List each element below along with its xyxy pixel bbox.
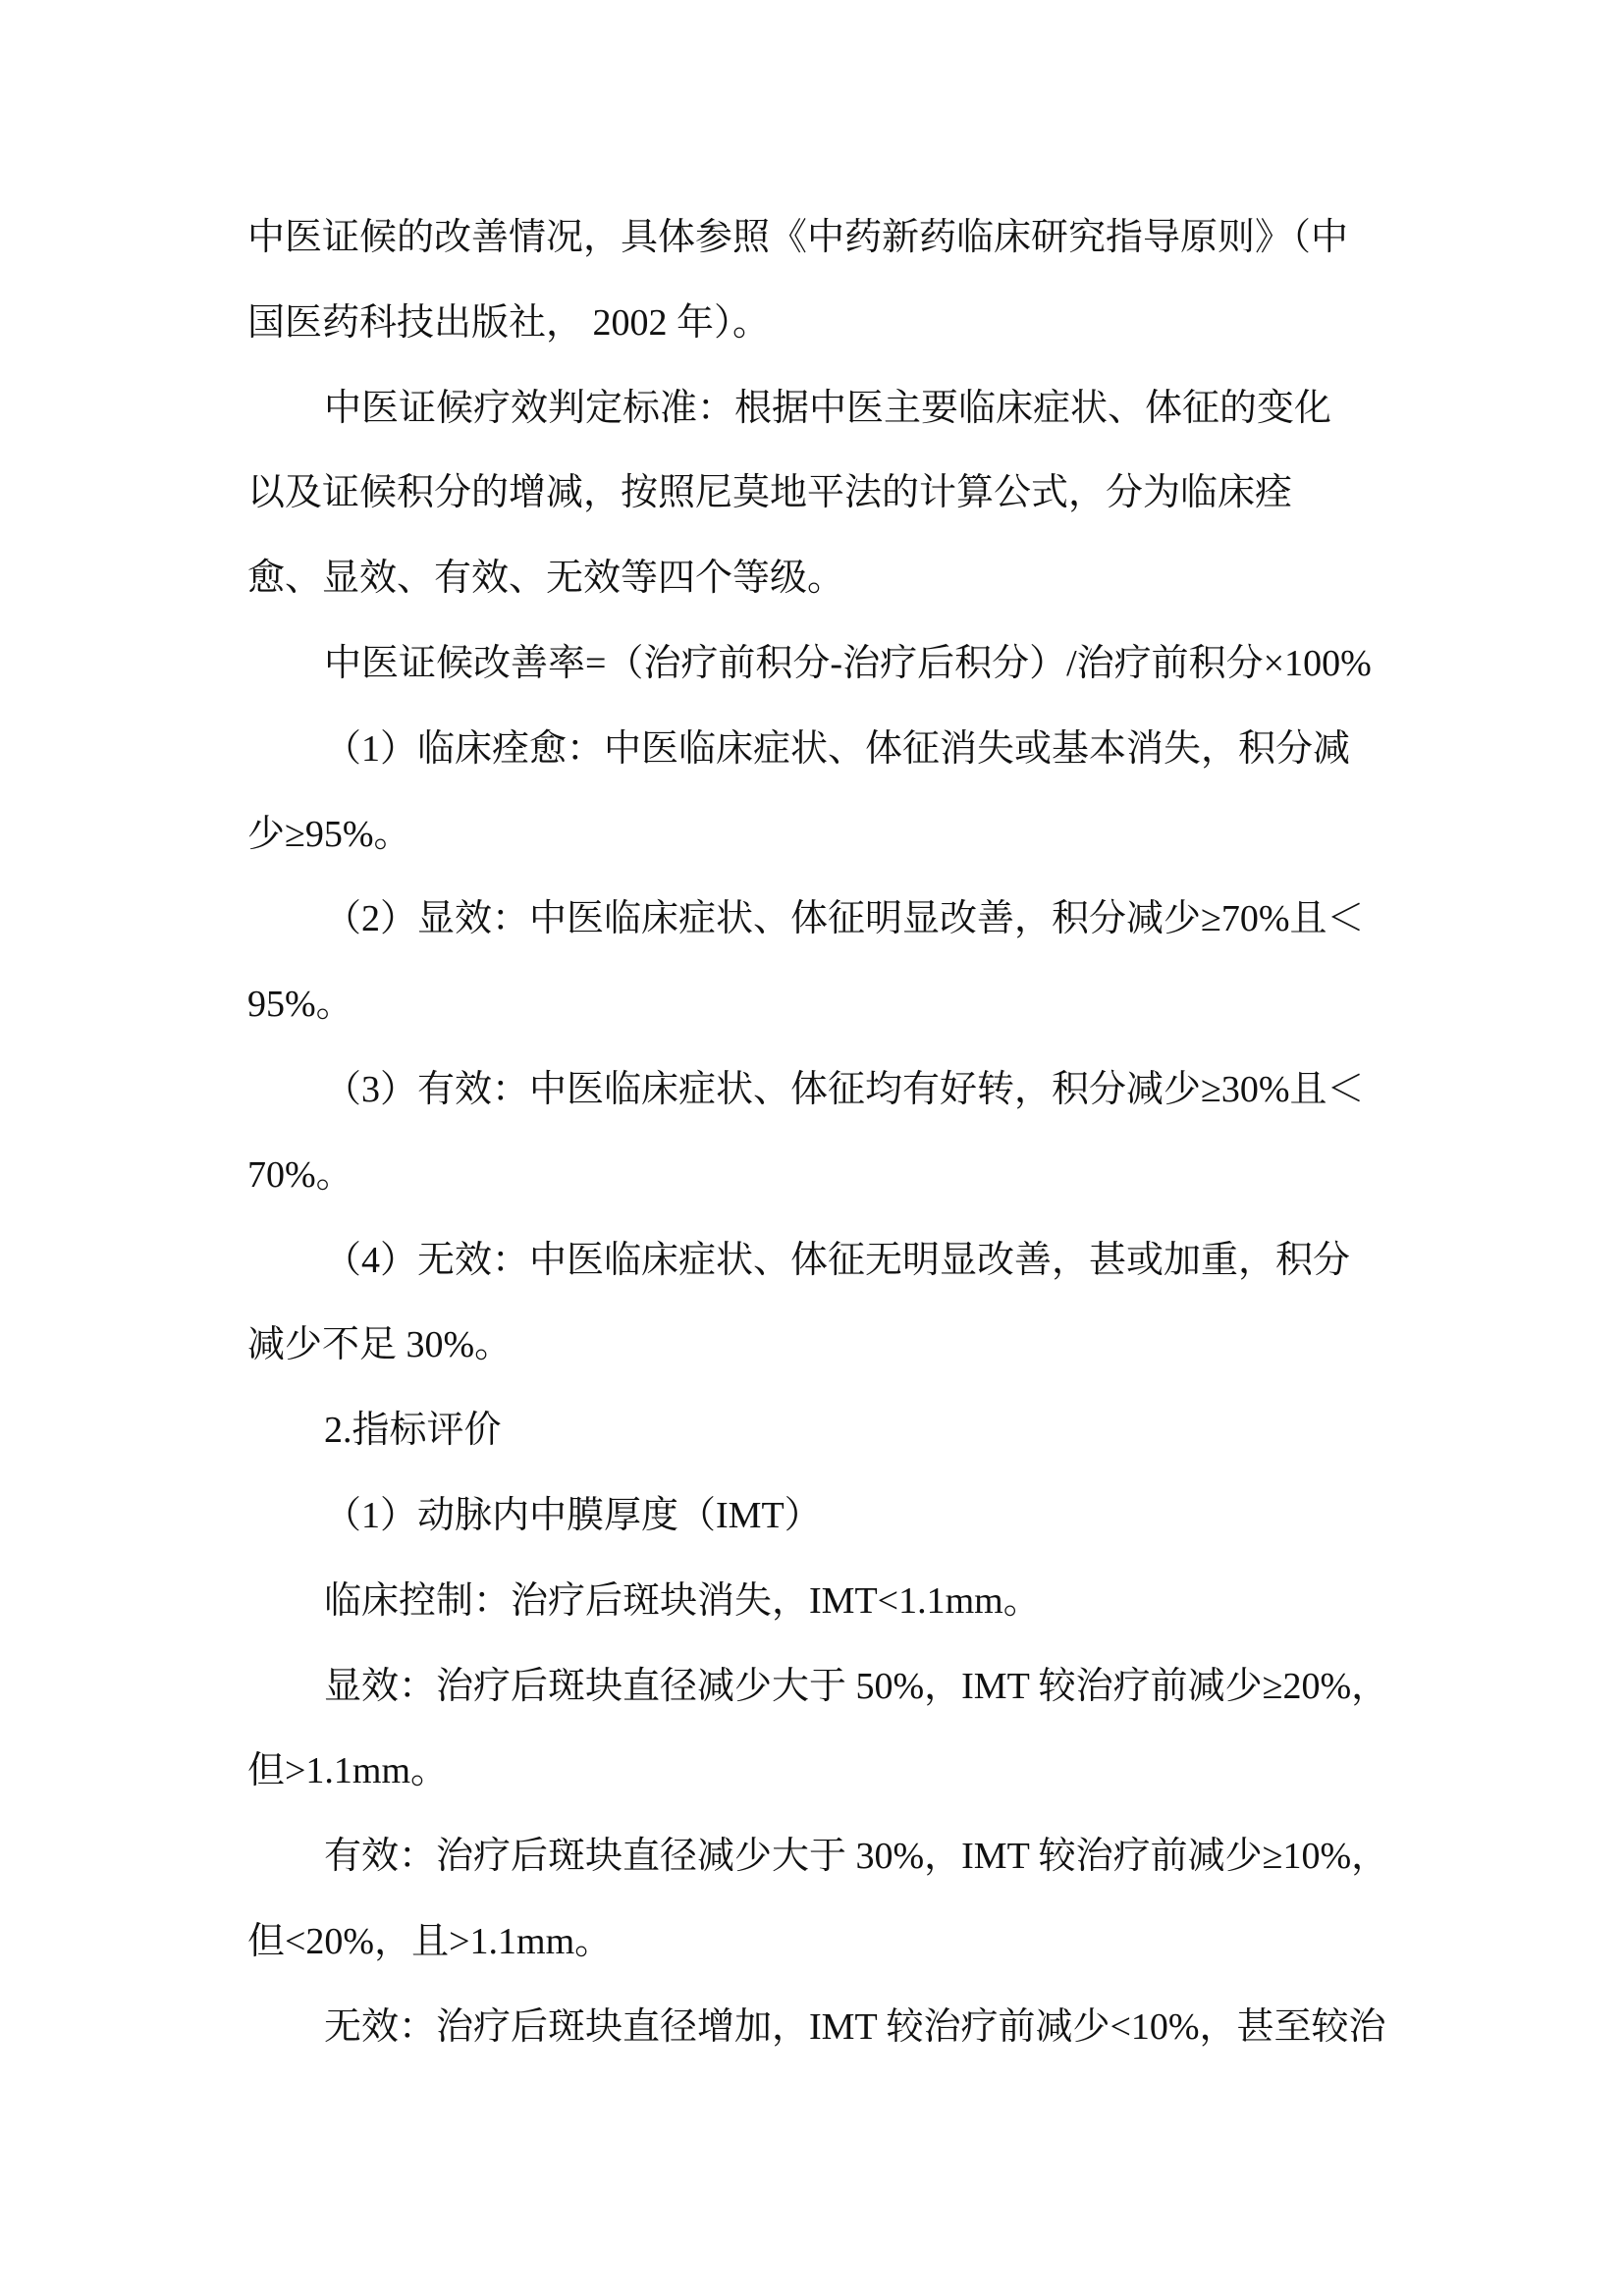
text-line-11: （3）有效：中医临床症状、体征均有好转，积分减少≥30%且＜ [324,1068,1365,1110]
text-line-19: 但>1.1mm。 [247,1750,449,1792]
text-line-21: 但<20%，且>1.1mm。 [247,1920,613,1962]
text-line-18: 显效：治疗后斑块直径减少大于 50%，IMT 较治疗前减少≥20%， [324,1665,1389,1707]
text-line-5: 愈、显效、有效、无效等四个等级。 [247,558,845,600]
text-line-14: 减少不足 30%。 [247,1324,513,1366]
text-line-6: 中医证候改善率=（治疗前积分-治疗后积分）/治疗前积分×100% [324,642,1372,684]
text-line-13: （4）无效：中医临床症状、体征无明显改善，甚或加重，积分 [324,1239,1351,1281]
text-line-1: 中医证候的改善情况，具体参照《中药新药临床研究指导原则》（中 [247,217,1349,258]
text-line-3: 中医证候疗效判定标准：根据中医主要临床症状、体征的变化 [324,387,1332,429]
text-line-10: 95%。 [247,984,353,1026]
text-line-22: 无效：治疗后斑块直径增加，IMT 较治疗前减少<10%，甚至较治 [324,2005,1386,2048]
text-line-15: 2.指标评价 [324,1410,502,1452]
text-line-8: 少≥95%。 [247,813,411,855]
text-line-20: 有效：治疗后斑块直径减少大于 30%，IMT 较治疗前减少≥10%， [324,1836,1389,1878]
text-line-7: （1）临床痊愈：中医临床症状、体征消失或基本消失，积分减 [324,727,1351,770]
text-line-4: 以及证候积分的增减，按照尼莫地平法的计算公式，分为临床痊 [247,472,1293,514]
text-line-16: （1）动脉内中膜厚度（IMT） [324,1494,822,1536]
text-line-2: 国医药科技出版社， 2002 年）。 [247,301,771,344]
text-line-9: （2）显效：中医临床症状、体征明显改善，积分减少≥70%且＜ [324,898,1365,940]
document-text-block [247,195,1389,2070]
text-line-12: 70%。 [247,1153,353,1196]
text-line-17: 临床控制：治疗后斑块消失，IMT<1.1mm。 [324,1579,1041,1622]
